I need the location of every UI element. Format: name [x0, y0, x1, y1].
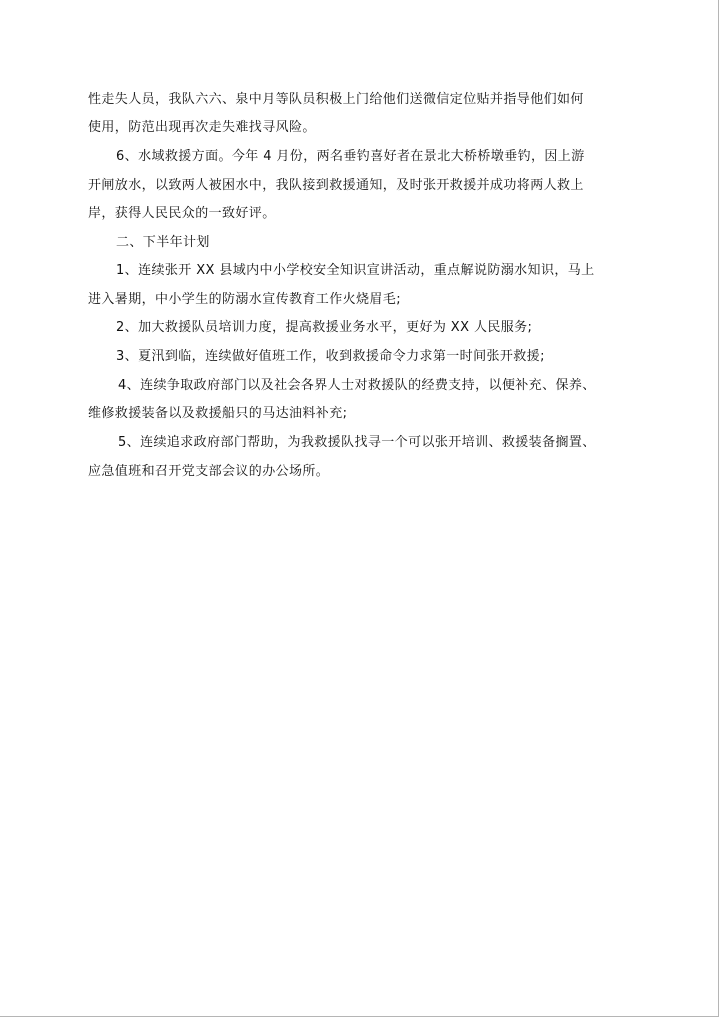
plan-item-4-line-2: 维修救援装备以及救援船只的马达油料补充;	[88, 406, 348, 421]
paragraph-2-line-1: 6、水域救援方面。今年 4 月份，两名垂钓喜好者在景北大桥桥墩垂钓，因上游	[116, 149, 585, 164]
section-heading: 二、下半年计划	[116, 235, 210, 250]
paragraph-2-line-3: 岸，获得人民民众的一致好评。	[88, 206, 276, 221]
paragraph-1-line-2: 使用，防范出现再次走失难找寻风险。	[88, 120, 316, 135]
paragraph-2-line-2: 开闸放水，以致两人被困水中，我队接到救援通知，及时张开救援并成功将两人救上	[88, 178, 584, 193]
paragraph-1-line-1: 性走失人员，我队六六、泉中月等队员积极上门给他们送微信定位贴并指导他们如何	[88, 92, 584, 107]
plan-item-5-line-1: 5、连续追求政府部门帮助，为我救援队找寻一个可以张开培训、救援装备搁置、	[118, 435, 596, 450]
plan-item-5-line-2: 应急值班和召开党支部会议的办公场所。	[88, 464, 330, 479]
plan-item-1-line-2: 进入暑期，中小学生的防溺水宣传教育工作火烧眉毛;	[88, 292, 401, 307]
plan-item-3: 3、夏汛到临，连续做好值班工作，收到救援命令力求第一时间张开救援;	[116, 349, 545, 364]
plan-item-4-line-1: 4、连续争取政府部门以及社会各界人士对救援队的经费支持，以便补充、保养、	[118, 378, 596, 393]
plan-item-1-line-1: 1、连续张开 XX 县域内中小学校安全知识宣讲活动，重点解说防溺水知识，马上	[116, 263, 595, 278]
plan-item-2: 2、加大救援队员培训力度，提高救援业务水平，更好为 XX 人民服务;	[116, 320, 533, 335]
